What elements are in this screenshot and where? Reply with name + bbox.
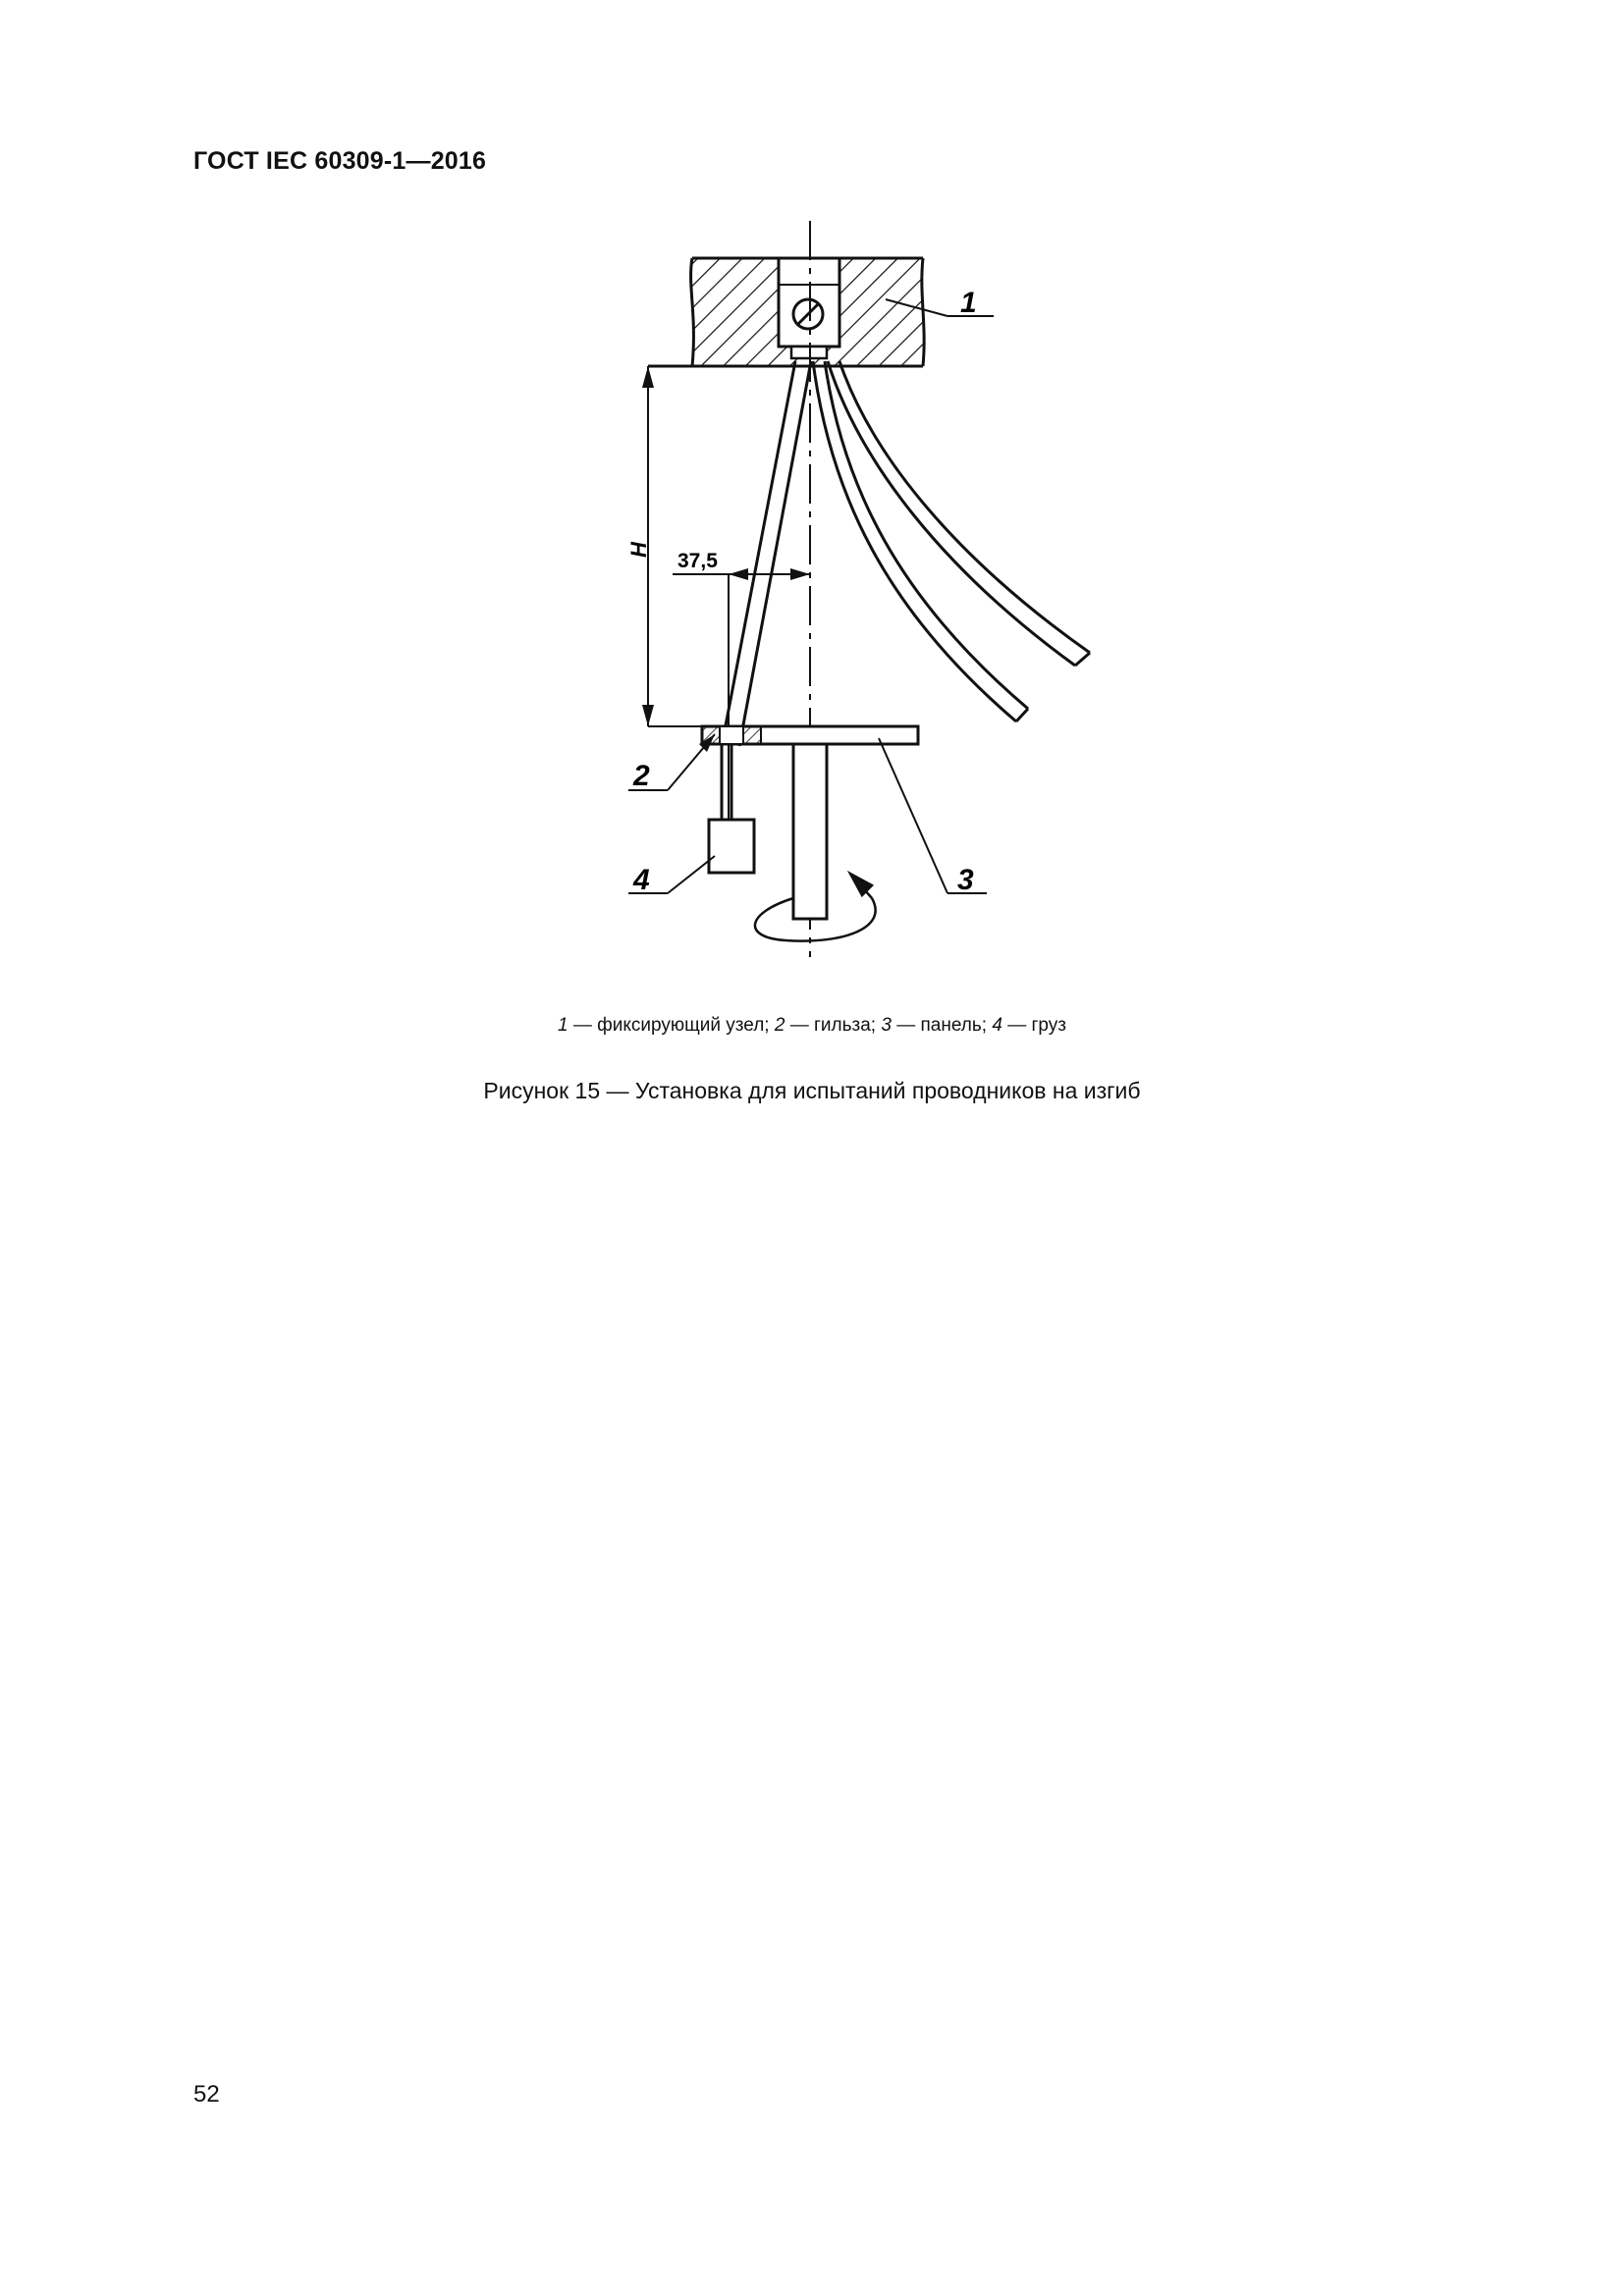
legend-num-2: 2 — [774, 1015, 785, 1036]
dimension-h — [642, 366, 707, 726]
dimension-offset — [673, 568, 810, 825]
dimension-h-label: H — [626, 542, 651, 558]
figure-caption: Рисунок 15 — Установка для испытаний проводников на изгиб — [483, 1078, 1141, 1103]
shaft — [793, 744, 827, 919]
legend-text-3: — панель; — [891, 1015, 993, 1036]
page-number: 52 — [193, 2081, 220, 2108]
legend-text-4: — груз — [1001, 1015, 1066, 1036]
legend-text-1: — фиксирующий узел; — [568, 1015, 775, 1036]
bending-test-figure — [0, 0, 1624, 982]
callout-3: 3 — [957, 864, 974, 896]
conductor-tilted — [722, 361, 811, 746]
callout-2: 2 — [633, 760, 650, 792]
callout-4: 4 — [633, 864, 650, 896]
legend-num-3: 3 — [881, 1015, 892, 1036]
panel — [702, 726, 918, 744]
weight — [709, 744, 754, 873]
legend-text-2: — гильза; — [785, 1015, 882, 1036]
dimension-offset-label: 37,5 — [677, 550, 718, 572]
callout-1: 1 — [960, 287, 977, 319]
legend-num-1: 1 — [558, 1015, 568, 1036]
legend-num-4: 4 — [992, 1015, 1002, 1036]
conductor-bent — [813, 361, 1090, 721]
fixing-block — [648, 258, 924, 366]
figure-legend — [0, 1015, 1624, 1037]
document-header: ГОСТ IEC 60309-1—2016 — [193, 147, 487, 175]
